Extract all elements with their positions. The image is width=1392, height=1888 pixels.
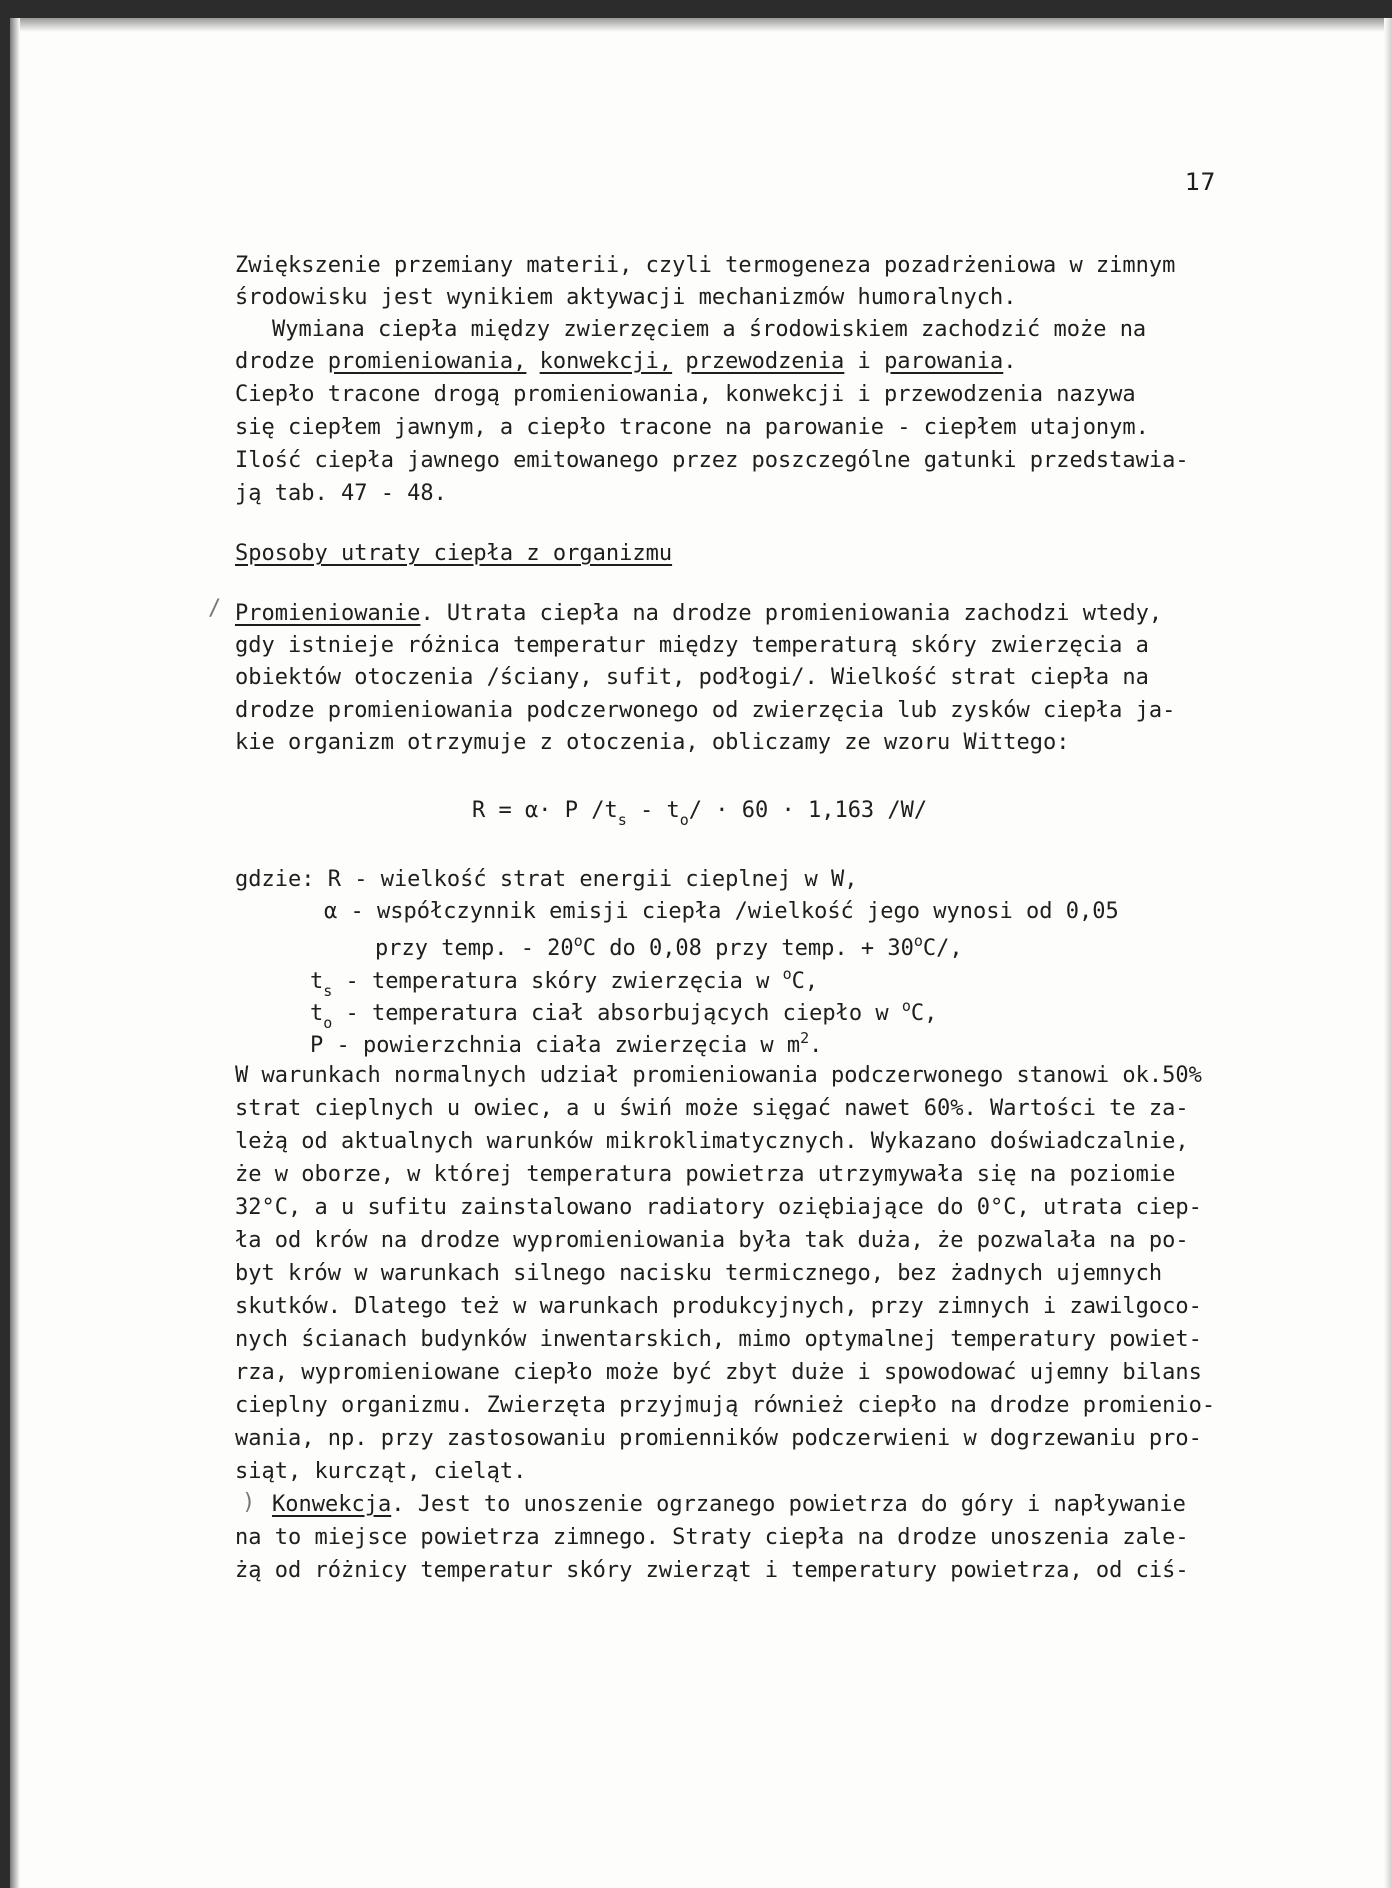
text-line: W warunkach normalnych udział promieniowania podczerwonego stanowi ok.50% xyxy=(235,1063,1202,1088)
term-radiation-heading: Promieniowanie xyxy=(235,601,421,626)
text-span: C do 0,08 przy temp. + 30 xyxy=(582,936,914,961)
text-line: drodze promieniowania podczerwonego od zwierzęcia lub zysków ciepła ja- xyxy=(235,698,1176,723)
margin-mark: ) xyxy=(242,1490,256,1515)
text-line: rza, wypromieniowane ciepło może być zbyt duże i spowodować ujemny bilans xyxy=(235,1360,1202,1385)
scan-left-shadow xyxy=(10,18,20,1888)
text-line: nych ścianach budynków inwentarskich, mimo optymalnej temperatury powiet- xyxy=(235,1327,1202,1352)
text-span: t xyxy=(310,969,324,994)
scan-top-shadow xyxy=(10,18,1392,32)
degree-sign: o xyxy=(782,965,792,983)
text-line: się ciepłem jawnym, a ciepło tracone na parowanie - ciepłem utajonym. xyxy=(235,415,1149,440)
text-line: Ilość ciepła jawnego emitowanego przez poszczególne gatunki przedstawia- xyxy=(235,448,1189,473)
degree-sign: o xyxy=(901,997,911,1015)
section-heading: Sposoby utraty ciepła z organizmu xyxy=(235,541,673,566)
text-line: Zwiększenie przemiany materii, czyli termogeneza pozadrżeniowa w zimnym xyxy=(235,253,1176,278)
term-convection-heading: Konwekcja xyxy=(272,1492,392,1517)
text-line: gdy istnieje różnica temperatur między temperaturą skóry zwierzęcia a xyxy=(235,633,1149,658)
text-line: środowisku jest wynikiem aktywacji mechanizmów humoralnych. xyxy=(235,285,1017,310)
text-span: . xyxy=(809,1033,823,1058)
text-line: kie organizm otrzymuje z otoczenia, obliczamy ze wzoru Wittego: xyxy=(235,730,1070,755)
text-line xyxy=(272,1491,1186,1519)
text-line: że w oborze, w której temperatura powietrza utrzymywała się na poziomie xyxy=(235,1162,1176,1187)
text-line: wania, np. przy zastosowaniu promienników podczerwieni w dogrzewaniu pro- xyxy=(235,1426,1202,1451)
text-line: obiektów otoczenia /ściany, sufit, podłogi/. Wielkość strat ciepła na xyxy=(235,665,1149,690)
formula-subscript: s xyxy=(617,811,627,829)
text-span: t xyxy=(310,1001,324,1026)
superscript: 2 xyxy=(800,1029,810,1047)
text-line: leżą od aktualnych warunków mikroklimatycznych. Wykazano doświadczalnie, xyxy=(235,1129,1189,1154)
text-line: ła od krów na drodze wypromieniowania była tak duża, że pozwalała na po- xyxy=(235,1228,1189,1253)
term-evaporation: parowania xyxy=(884,349,1004,374)
text-span: drodze xyxy=(235,349,328,374)
degree-sign: o xyxy=(573,932,583,950)
text-span: C/, xyxy=(922,936,963,961)
legend-line xyxy=(375,932,963,961)
page-number: 17 xyxy=(1185,168,1216,196)
text-line: skutków. Dlatego też w warunkach produkcyjnych, przy zimnych i zawilgoco- xyxy=(235,1294,1202,1319)
text-line: na to miejsce powietrza zimnego. Straty ciepła na drodze unoszenia zale- xyxy=(235,1525,1189,1550)
subscript: o xyxy=(323,1014,333,1032)
term-convection: konwekcji, xyxy=(539,349,673,374)
text-span: i xyxy=(844,349,885,374)
margin-mark: / xyxy=(208,596,222,621)
text-span: P - powierzchnia ciała zwierzęcia w m xyxy=(310,1033,801,1058)
text-line xyxy=(235,348,1017,376)
legend-line: α - współczynnik emisji ciepła /wielkość jego wynosi od 0,05 xyxy=(324,899,1119,924)
text-line: strat cieplnych u owiec, a u świń może sięgać nawet 60%. Wartości te za- xyxy=(235,1096,1189,1121)
text-span: C, xyxy=(791,969,819,994)
text-span: . Utrata ciepła na drodze promieniowania zachodzi wtedy, xyxy=(420,601,1163,626)
term-conduction: przewodzenia xyxy=(685,349,845,374)
legend-line: gdzie: R - wielkość strat energii cieplnej w W, xyxy=(235,867,858,892)
text-line: Ciepło tracone drogą promieniowania, konwekcji i przewodzenia nazywa xyxy=(235,382,1136,407)
legend-line xyxy=(310,997,937,1032)
subscript: s xyxy=(323,982,333,1000)
text-line: siąt, kurcząt, cieląt. xyxy=(235,1459,527,1484)
text-line: ją tab. 47 - 48. xyxy=(235,481,447,506)
term-radiation: promieniowania, xyxy=(327,349,527,374)
text-span: . Jest to unoszenie ogrzanego powietrza do góry i napływanie xyxy=(391,1492,1186,1517)
legend-line xyxy=(310,1029,822,1058)
text-line: cieplny organizmu. Zwierzęta przyjmują również ciepło na drodze promienio- xyxy=(235,1393,1216,1418)
text-line: byt krów w warunkach silnego nacisku termicznego, bez żadnych ujemnych xyxy=(235,1261,1163,1286)
degree-sign: o xyxy=(913,932,923,950)
legend-line xyxy=(310,965,818,1000)
text-line: 32°C, a u sufitu zainstalowano radiatory oziębiające do 0°C, utrata ciep- xyxy=(235,1195,1202,1220)
formula-subscript: o xyxy=(679,811,689,829)
text-span: - temperatura skóry zwierzęcia w xyxy=(332,969,783,994)
text-span: przy temp. - 20 xyxy=(375,936,574,961)
scan-right-edge xyxy=(1384,18,1392,1888)
formula-part: - t xyxy=(626,798,680,823)
text-span: - temperatura ciał absorbujących ciepło w xyxy=(332,1001,902,1026)
text-line: żą od różnicy temperatur skóry zwierząt i temperatury powietrza, od ciś- xyxy=(235,1558,1189,1583)
formula-part: / · 60 · 1,163 /W/ xyxy=(688,798,928,823)
wittego-formula xyxy=(472,798,927,829)
text-span: C, xyxy=(910,1001,938,1026)
text-line xyxy=(235,600,1162,628)
formula-part: R = α· P /t xyxy=(472,798,618,823)
document-page xyxy=(10,18,1392,1888)
text-line: Wymiana ciepła między zwierzęciem a środowiskiem zachodzić może na xyxy=(272,317,1147,342)
text-span: . xyxy=(1003,349,1017,374)
